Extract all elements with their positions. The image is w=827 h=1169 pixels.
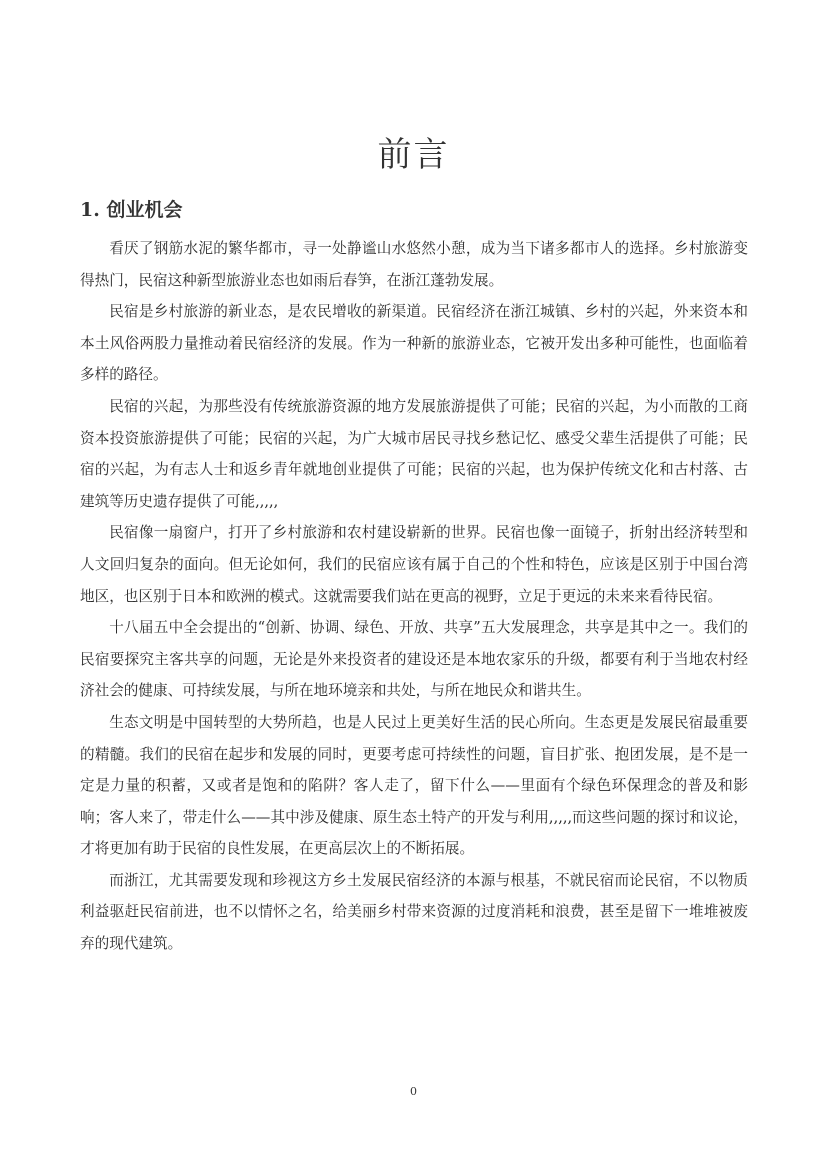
paragraph: 民宿的兴起，为那些没有传统旅游资源的地方发展旅游提供了可能；民宿的兴起，为小而散的工商资本投资旅游提供了可能；民宿的兴起，为广大城市居民寻找乡愁记忆、感受父辈生活提供了可能；民宿的兴起，为有志人士和返乡青年就地创业提供了可能；民宿的兴起，也为保护传统文化和古村落、古建筑等历史遗存提供了可能,,,,, xyxy=(80,397,748,510)
paragraph: 看厌了钢筋水泥的繁华都市，寻一处静谧山水悠然小憩，成为当下诸多都市人的选择。乡村旅游变得热门，民宿这种新型旅游业态也如雨后春笋，在浙江蓬勃发展。 xyxy=(80,240,748,289)
body-text xyxy=(80,233,748,960)
section-heading: 1. 创业机会 xyxy=(80,199,183,221)
page-number: 0 xyxy=(410,1085,417,1098)
paragraph: 生态文明是中国转型的大势所趋，也是人民过上更美好生活的民心所向。生态更是发展民宿最重要的精髓。我们的民宿在起步和发展的同时，更要考虑可持续性的问题，盲目扩张、抱团发展，是不是一定是力量的积蓄，又或者是饱和的陷阱？客人走了，留下什么——里面有个绿色环保理念的普及和影响；客人来了，带走什么——其中涉及健康、原生态土特产的开发与利用,,,,,而这些问题的探讨和议论，才将更加有助于民宿的良性发展，在更高层次上的不断拓展。 xyxy=(80,713,748,858)
paragraph: 民宿是乡村旅游的新业态，是农民增收的新渠道。民宿经济在浙江城镇、乡村的兴起，外来资本和本土风俗两股力量推动着民宿经济的发展。作为一种新的旅游业态，它被开发出多种可能性，也面临着多样的路径。 xyxy=(80,303,748,384)
page-title: 前言 xyxy=(377,135,450,175)
paragraph: 十八届五中全会提出的“创新、协调、绿色、开放、共享”五大发展理念，共享是其中之一。我们的民宿要探究主客共享的问题，无论是外来投资者的建设还是本地农家乐的升级，都要有利于当地农村经济社会的健康、可持续发展，与所在地环境亲和共处，与所在地民众和谐共生。 xyxy=(80,619,748,700)
paragraph: 而浙江，尤其需要发现和珍视这方乡土发展民宿经济的本源与根基，不就民宿而论民宿，不以物质利益驱赶民宿前进，也不以情怀之名，给美丽乡村带来资源的过度消耗和浪费，甚至是留下一堆堆被废弃的现代建筑。 xyxy=(80,871,748,953)
paragraph: 民宿像一扇窗户，打开了乡村旅游和农村建设崭新的世界。民宿也像一面镜子，折射出经济转型和人文回归复杂的面向。但无论如何，我们的民宿应该有属于自己的个性和特色，应该是区别于中国台湾地区，也区别于日本和欧洲的模式。这就需要我们站在更高的视野，立足于更远的未来来看待民宿。 xyxy=(80,524,748,605)
